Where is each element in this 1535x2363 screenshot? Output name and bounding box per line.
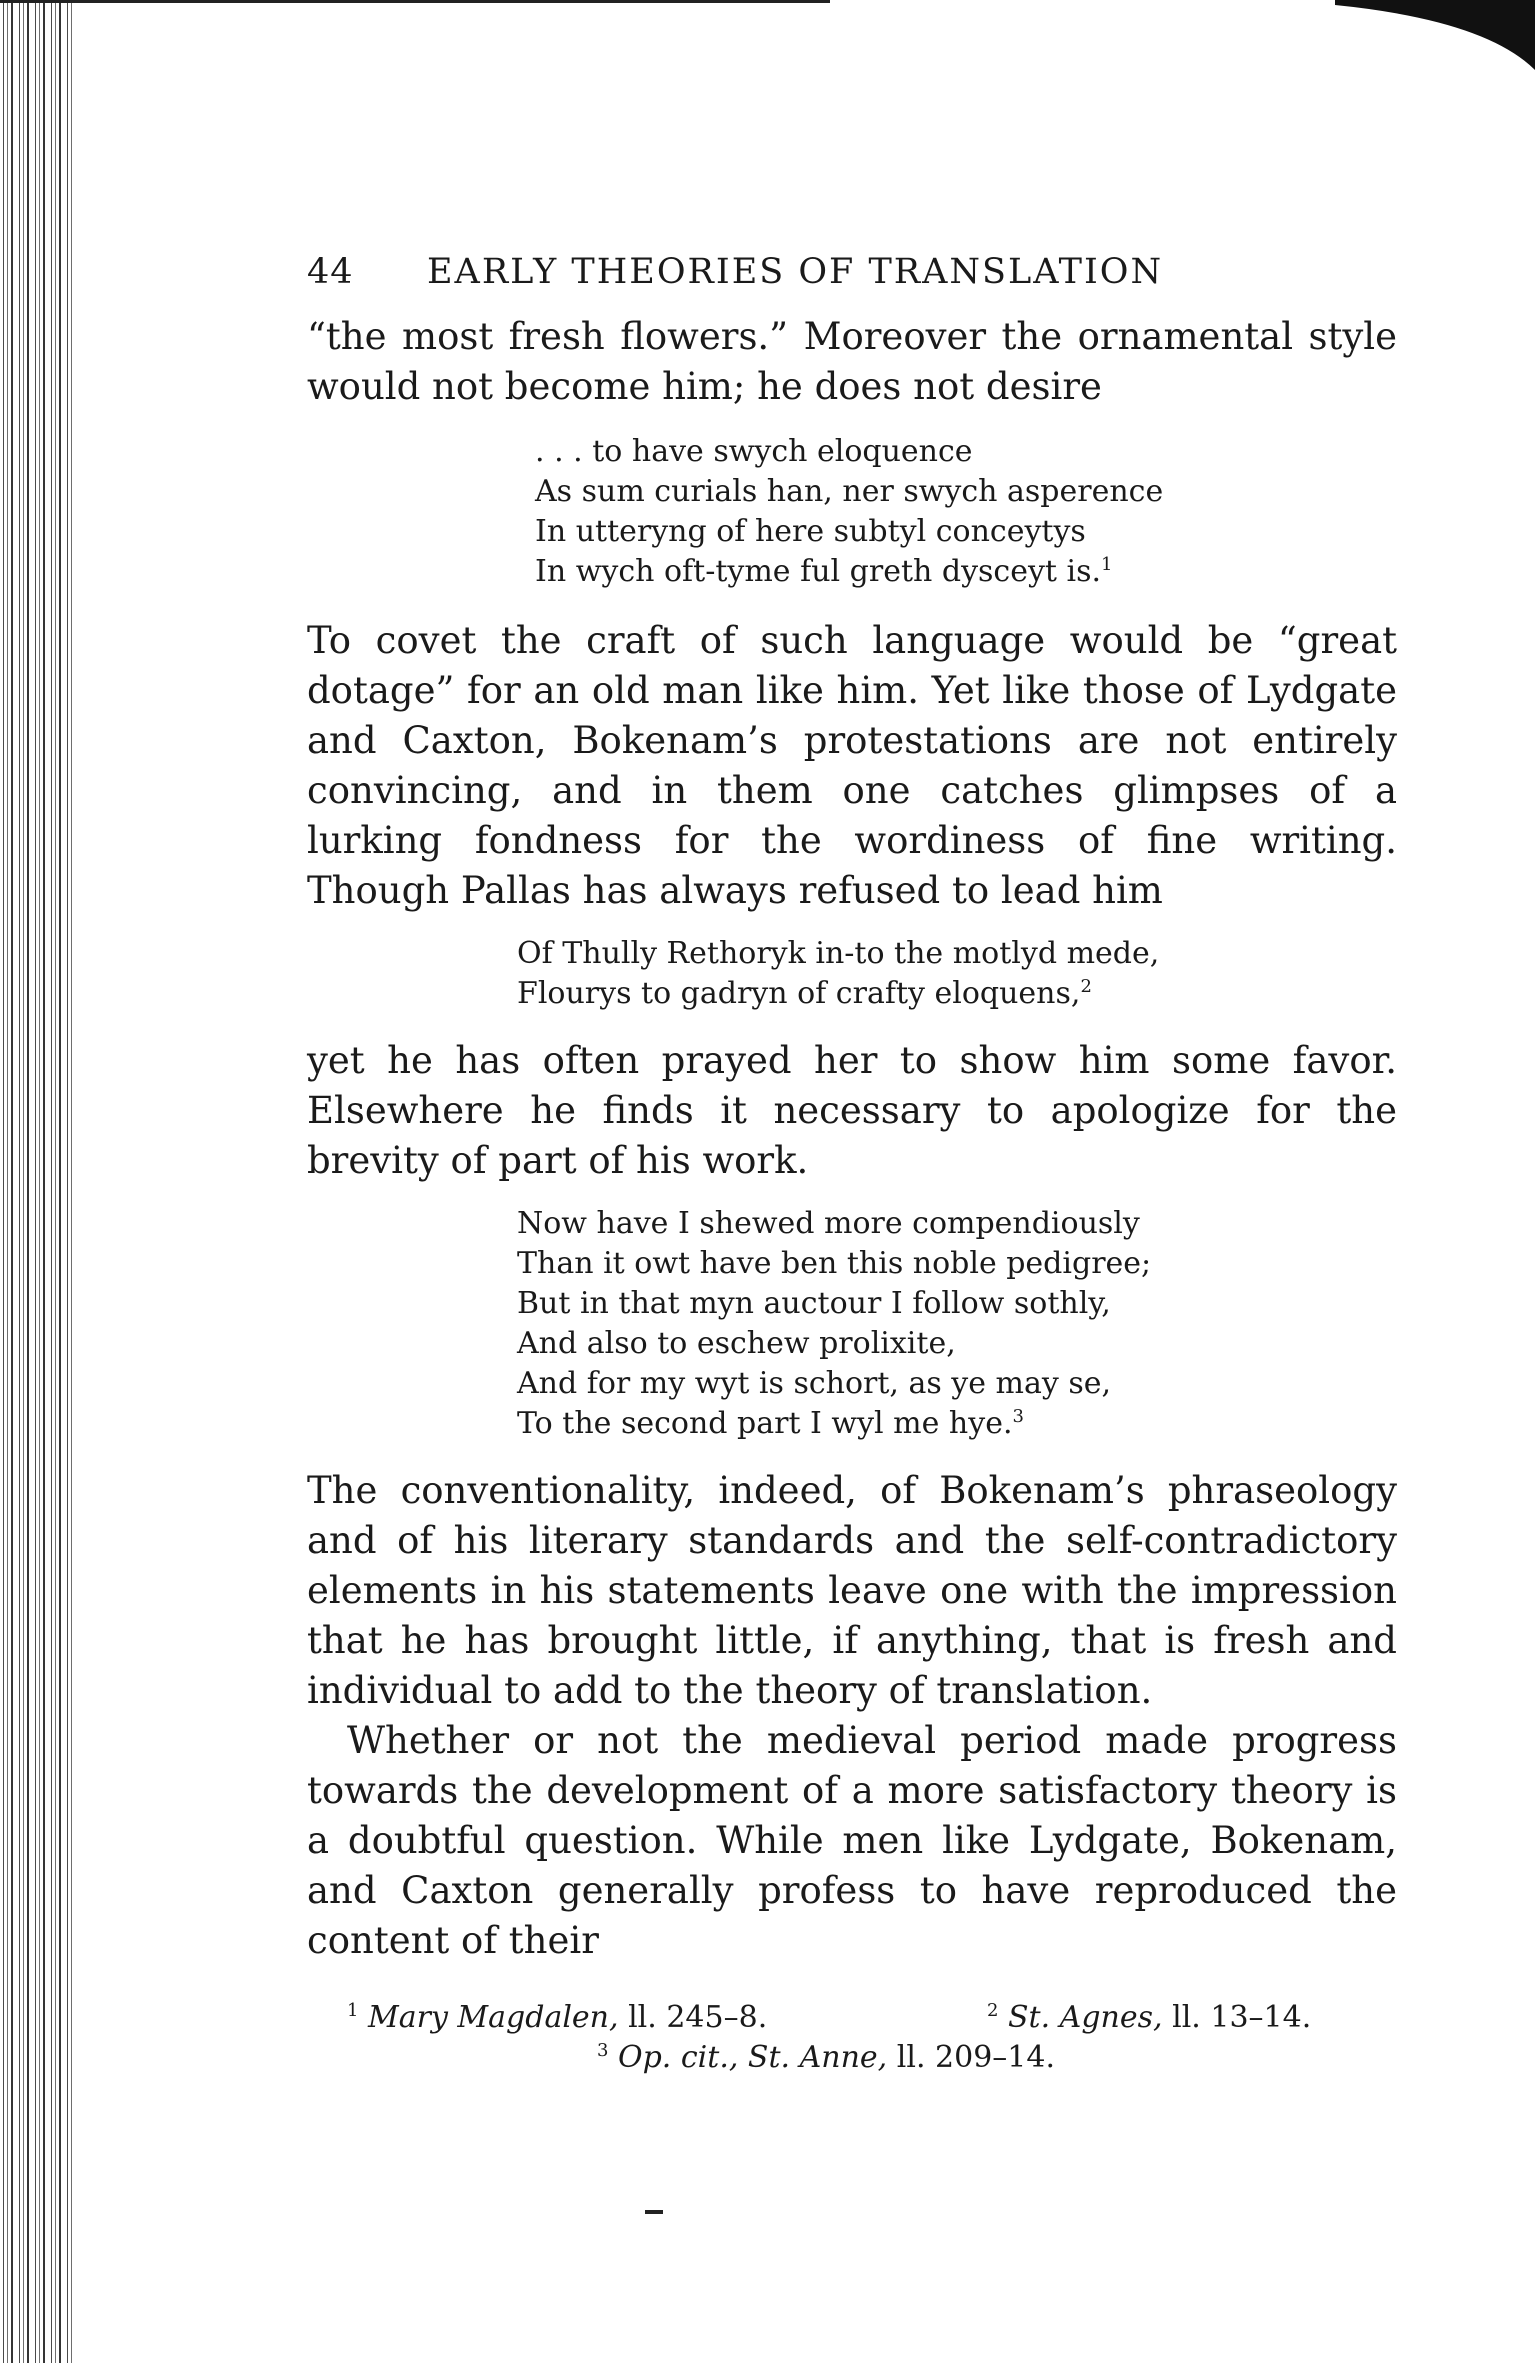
verse-line: But in that myn auctour I follow sothly, [517, 1286, 1111, 1321]
page-top-edge [0, 0, 830, 3]
running-header [307, 252, 1397, 292]
page-corner-shadow [1335, 0, 1535, 70]
verse-line: And for my wyt is schort, as ye may se, [517, 1366, 1112, 1401]
paragraph-3: yet he has often prayed her to show him some favor. Elsewhere he finds it necessary to apologize for the brevity of part of his work. [307, 1039, 1397, 1182]
running-title: EARLY THEORIES OF TRANSLATION [427, 252, 1164, 292]
verse-line: And also to eschew prolixite, [517, 1326, 956, 1361]
footnote-mark: 1 [1101, 554, 1113, 575]
footnote-row [307, 1998, 1397, 2038]
verse-line: . . . to have swych eloquence [535, 434, 973, 469]
verse-line: In utteryng of here subtyl conceytys [535, 514, 1086, 549]
footnote-1: $^1$ Mary Magdalen, ll. 245–8. [347, 2000, 768, 2035]
book-binding-edge [0, 0, 75, 2363]
page-mark [645, 2210, 663, 2214]
footnote-mark: 2 [1080, 976, 1092, 997]
paragraph-2: To covet the craft of such language would be “great dotage” for an old man like him. Yet like those of Lydgate and Caxton, Bokenam’s protestations are not entirely convincing, and in them one catches glimpses of a lurking fondness for the wordiness of fine writing. Though Pallas has always refused to lead him [307, 619, 1397, 912]
verse-line: Than it owt have ben this noble pedigree; [517, 1246, 1152, 1281]
footnote-2: $^2$ St. Agnes, ll. 13–14. [987, 2000, 1312, 2035]
paragraph-5: Whether or not the medieval period made progress towards the development of a more satisfactory theory is a doubtful question. While men like Lydgate, Bokenam, and Caxton generally profess to have reproduced the content of their [307, 1719, 1397, 1962]
verse-line: Now have I shewed more compendiously [517, 1206, 1140, 1241]
verse-line: Of Thully Rethoryk in-to the motlyd mede, [517, 936, 1160, 971]
verse-line: As sum curials han, ner swych asperence [535, 474, 1164, 509]
paragraph-1: “the most fresh flowers.” Moreover the ornamental style would not become him; he does not desire [307, 315, 1397, 408]
page-content [307, 252, 1397, 2078]
verse-line: In wych oft-tyme ful greth dysceyt is.$^1$ [535, 554, 1113, 589]
verse-line: Flourys to gadryn of crafty eloquens,$^2$ [517, 976, 1092, 1011]
footnote-3: $^3$ Op. cit., St. Anne, ll. 209–14. [597, 2040, 1055, 2075]
verse-quote-2 [517, 934, 1397, 1014]
footnote-mark: 3 [1012, 1406, 1024, 1427]
verse-quote-1 [535, 432, 1397, 592]
page-number: 44 [307, 252, 354, 292]
paragraph-4: The conventionality, indeed, of Bokenam’s phraseology and of his literary standards and the self-contradictory elements in his statements leave one with the impression that he has brought little, if anything, that is fresh and individual to add to the theory of translation. [307, 1469, 1397, 1712]
verse-line: To the second part I wyl me hye.$^3$ [517, 1406, 1024, 1441]
footnote-row [307, 2038, 1397, 2078]
verse-quote-3 [517, 1204, 1397, 1444]
footnotes [307, 1998, 1397, 2078]
